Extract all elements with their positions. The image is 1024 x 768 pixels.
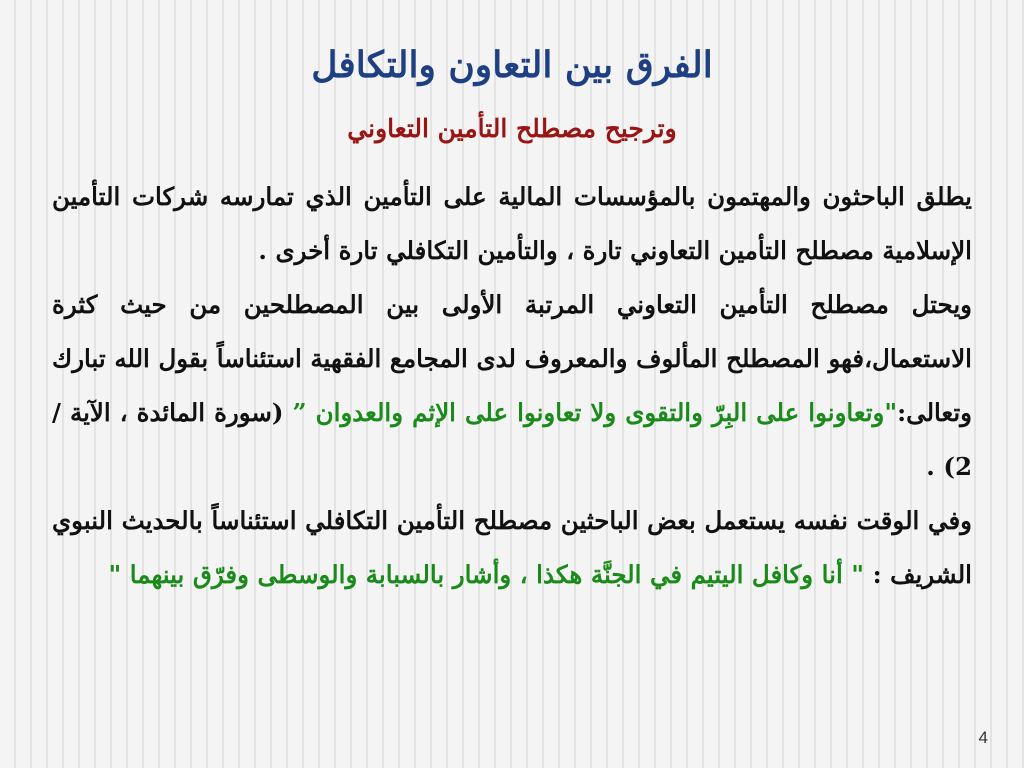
- paragraph-1: يطلق الباحثون والمهتمون بالمؤسسات المالية على التأمين الذي تمارسه شركات التأمين الإسلامية مصطلح التأمين التعاوني تارة ، والتأمين التكافلي تارة أخرى .: [52, 182, 972, 265]
- quran-quote: "وتعاونوا على البِرّ والتقوى ولا تعاونوا على الإثم والعدوان ”: [292, 398, 898, 427]
- hadith-quote: " أنا وكافل اليتيم في الجنَّة هكذا ، وأشار بالسبابة والوسطى وفرّق بينهما ": [108, 560, 865, 589]
- slide-title: الفرق بين التعاون والتكافل: [311, 44, 713, 86]
- paragraph-3-text: وفي الوقت نفسه يستعمل بعض الباحثين مصطلح التأمين التكافلي استئناساً بالحديث النبوي الشريف :: [52, 506, 972, 589]
- body-text: [52, 170, 972, 602]
- slide-subtitle: وترجيح مصطلح التأمين التعاوني: [347, 114, 677, 143]
- page-number: 4: [978, 728, 988, 747]
- paragraph-2: [52, 278, 972, 494]
- paragraph-2-reference: (سورة المائدة ، الآية / 2) .: [52, 398, 972, 481]
- paragraph-2-text: ويحتل مصطلح التأمين التعاوني المرتبة الأولى بين المصطلحين من حيث كثرة الاستعمال،فهو المصطلح المألوف والمعروف لدى المجامع الفقهية استئناساً بقول الله تبارك وتعالى:: [52, 290, 972, 427]
- paragraph-3: [52, 494, 972, 602]
